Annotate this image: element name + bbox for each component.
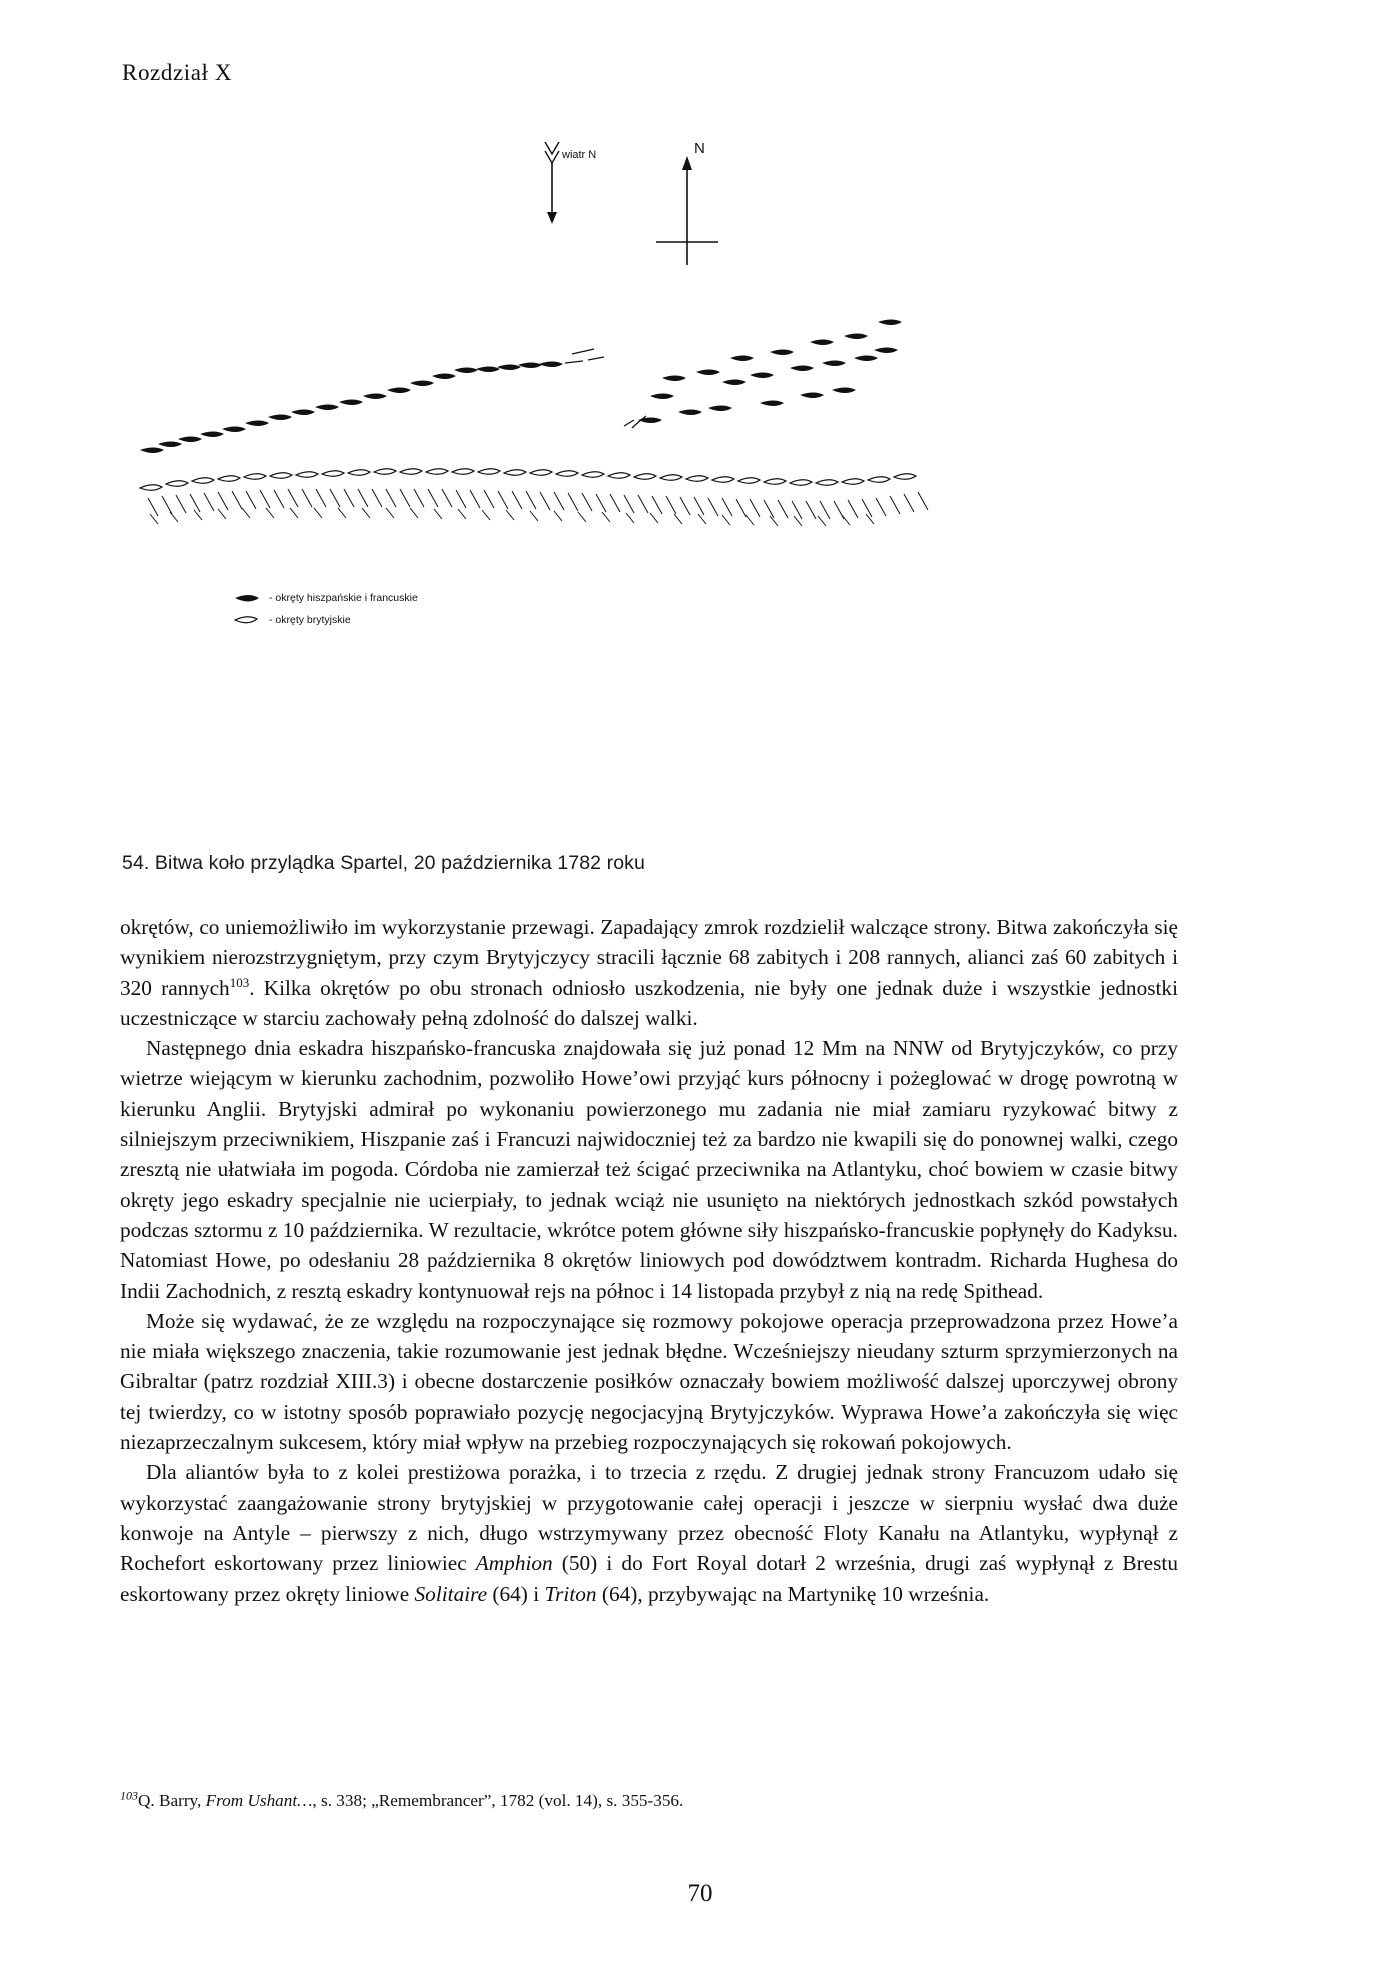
page-number: 70 [687, 1880, 713, 1907]
allied-fleet-group-right [624, 320, 902, 429]
figure-legend [235, 592, 418, 626]
battle-map-figure [110, 120, 1290, 810]
paragraph-2: Następnego dnia eskadra hiszpańsko-francuska znajdowała się już ponad 12 Mm na NNW od Brytyjczyków, co przy wietrze wiejącym w kierunku zachodnim, pozwoliło Howe’owi przyjąć kurs północny i pożeglować w drogę powrotną w kierunku Anglii. Brytyjski admirał po wykonaniu powierzonego mu zadania nie miał zamiaru ryzykować bitwy z silniejszym przeciwnikiem, Hiszpanie zaś i Francuzi najwidoczniej też za bardzo nie kwapili się do ponownej walki, czego zresztą nie ułatwiała im pogoda. Córdoba nie zamierzał też ścigać przeciwnika na Atlantyku, choć bowiem w czasie bitwy okręty jego eskadry specjalnie nie ucierpiały, to jednak wciąż nie usunięto na niektórych jednostkach szkód powstałych podczas sztormu z 10 października. W rezultacie, wkrótce potem główne siły hiszpańsko-francuskie popłynęły do Kadyksu. Natomiast Howe, po odesłaniu 28 października 8 okrętów liniowych pod dowództwem kontradm. Richarda Hughesa do Indii Zachodnich, z resztą eskadry kontynuował rejs na północ i 14 listopada przybył z nią na redę Spithead. [120, 1036, 1178, 1303]
wind-arrow [545, 142, 596, 224]
allied-fleet-line-upper [140, 349, 604, 453]
body-text [120, 912, 1178, 1609]
svg-text:wiatr N: wiatr N [562, 149, 597, 161]
running-head: Rozdział X [122, 60, 233, 85]
paragraph-4: Dla aliantów była to z kolei prestiżowa porażka, i to trzecia z rzędu. Z drugiej jednak strony Francuzom udało się wykorzystać zaangażowanie strony brytyjskiej w przygotowanie całej operacji i jeszcze w sierpniu wysłać dwa duże konwoje na Antyle – pierwszy z nich, długo wstrzymywany przez obecność Floty Kanału na Atlantyku, wypłynął z Rochefort eskortowany przez liniowiec Amphion (50) i do Fort Royal dotarł 2 września, drugi zaś wypłynął z Brestu eskortowany przez okręty liniowe Solitaire (64) i Triton (64), przybywając na Martynikę 10 września. [120, 1460, 1178, 1606]
legend-label-british: - okręty brytyjskie [269, 614, 351, 626]
british-fleet-line [140, 469, 916, 491]
paragraph-1: okrętów, co uniemożliwiło im wykorzystanie przewagi. Zapadający zmrok rozdzielił walczące strony. Bitwa zakończyła się wynikiem nierozstrzygniętym, przy czym Brytyjczycy stracili łącznie 68 zabitych i 208 rannych, alianci zaś 60 zabitych i 320 rannych$^{103}$. Kilka okrętów po obu stronach odniosło uszkodzenia, nie były one jednak duże i wszystkie jednostki uczestniczące w starciu zachowały pełną zdolność do dalszej walki. [120, 915, 1178, 1030]
legend-label-allied: - okręty hiszpańskie i francuskie [269, 592, 418, 604]
paragraph-3: Może się wydawać, że ze względu na rozpoczynające się rozmowy pokojowe operacja przeprowadzona przez Howe’a nie miała większego znaczenia, takie rozumowanie jest jednak błędne. Wcześniejszy nieudany szturm sprzymierzonych na Gibraltar (patrz rozdział XIII.3) i obecne dostarczenie posiłków oznaczały bowiem możliwość dalszej uporczywej obrony tej twierdzy, co w istotny sposób poprawiało pozycję negocjacyjną Brytyjczyków. Wyprawa Howe’a zakończyła się więc niezaprzeczalnym sukcesem, który miał wpływ na przebieg rozpoczynających się rokowań pokojowych. [120, 1308, 1178, 1455]
north-compass [656, 140, 718, 265]
footnote: $^{103}$Q. Barry, From Ushant…, s. 338; „Remembrancer”, 1782 (vol. 14), s. 355-356. [120, 1788, 684, 1810]
figure-caption: 54. Bitwa koło przylądka Spartel, 20 października 1782 roku [122, 852, 645, 874]
gunfire-hatching [148, 489, 928, 526]
svg-text:N: N [694, 140, 705, 157]
